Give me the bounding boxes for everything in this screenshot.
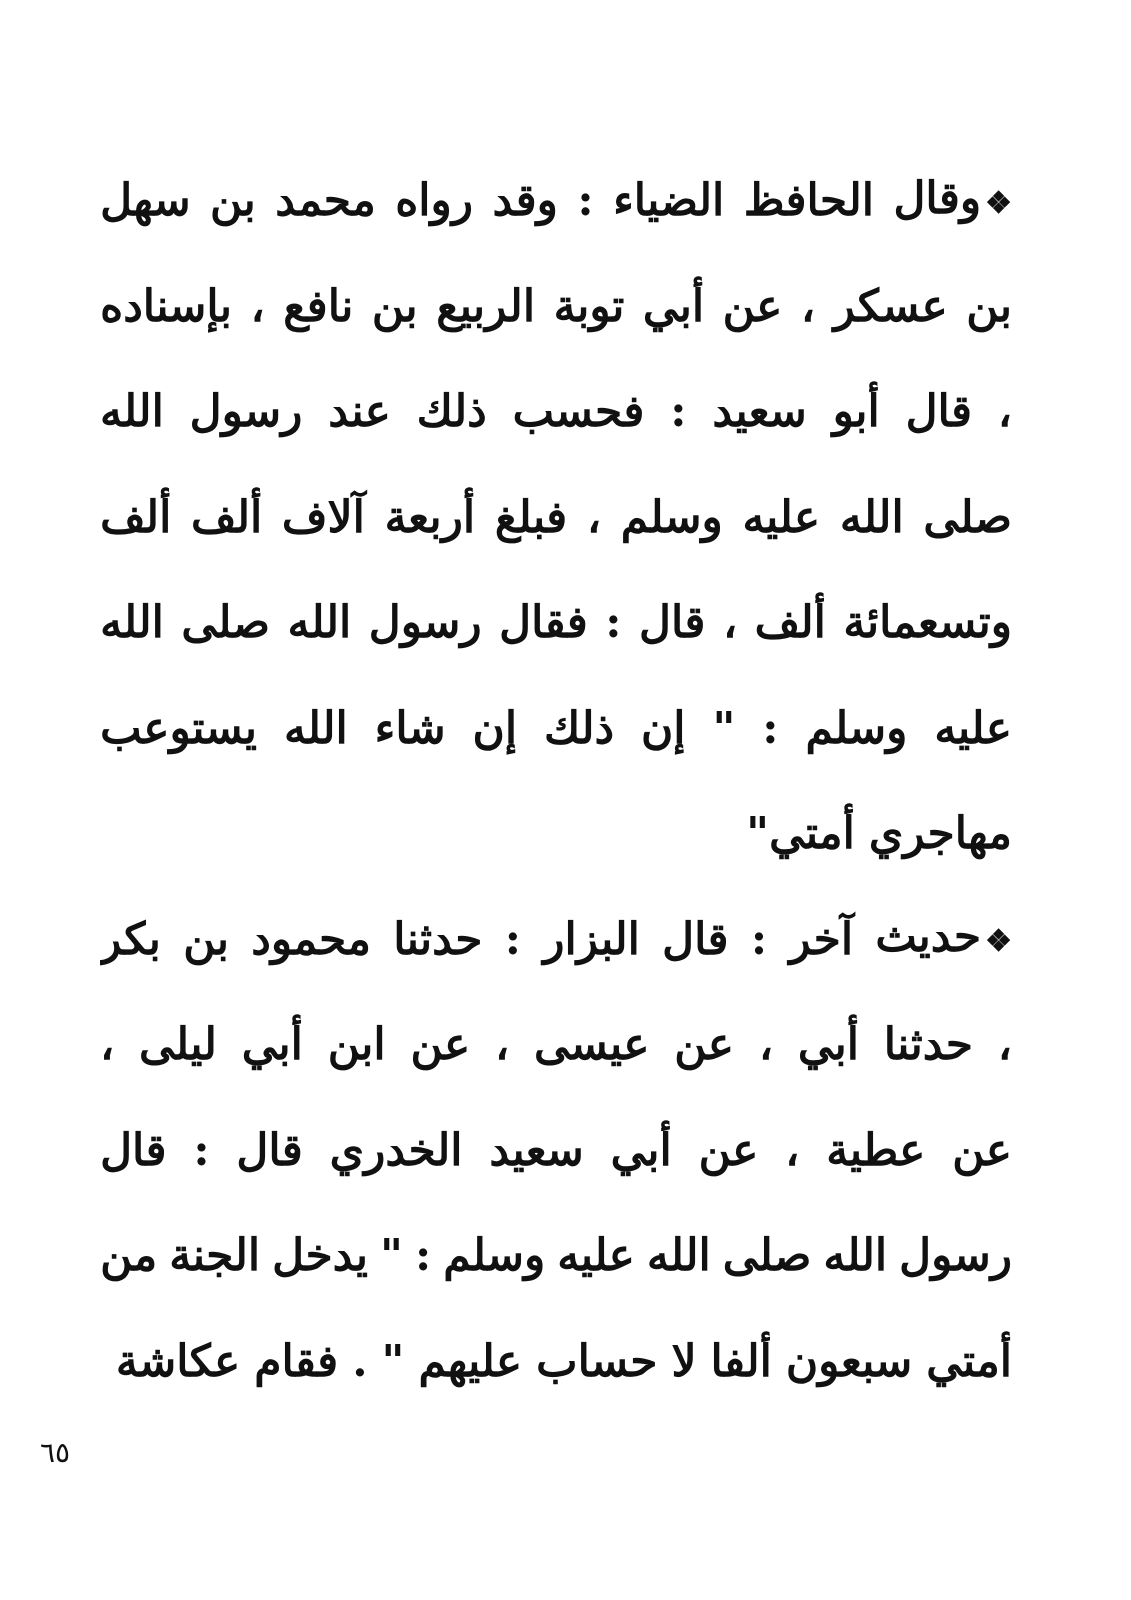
word: شاء [374,702,446,754]
word: بإسناده [100,280,232,332]
word: بكر [100,913,161,965]
word: قال [905,386,972,437]
word: آخر [789,913,854,965]
word: فقال [499,597,588,648]
word: فحسب [512,386,645,437]
word: " [712,702,736,754]
word: : [750,913,768,965]
word: رسول [189,386,303,437]
word: فقام [254,1335,339,1387]
word: سهل [100,175,191,226]
word: وقد [492,175,558,226]
word: عليه [934,702,1012,754]
word: نافع [283,280,354,332]
word: ، [100,1019,115,1070]
word: عليه [557,1230,635,1281]
word: . [352,1335,368,1387]
word: سعيد [489,1124,584,1176]
word: رواه [395,175,474,226]
word: عيسى [534,1019,650,1070]
word: قال [236,1124,303,1176]
word: ابن [327,1019,386,1070]
word: أربعة [384,491,476,543]
word: وتسعمائة [843,597,1012,648]
word: : [577,175,594,226]
word: ذلك [416,386,487,437]
word: : [504,913,521,965]
word: وسلم [620,491,723,543]
word: : [193,1124,210,1176]
word: الله [823,1230,888,1281]
word: عن [722,280,783,332]
word: إن [640,702,686,754]
word: أبي [241,1019,303,1070]
bulleted-word [875,887,1012,993]
word: بن [210,175,256,226]
word: البزار [543,913,640,965]
word: : [670,386,687,437]
word: عن [674,1019,735,1070]
word: أبو [832,386,880,437]
word: الله [100,597,164,648]
word: آلاف [281,491,365,543]
text-line [100,570,1012,676]
word: قال [662,913,729,965]
word: عند [328,386,391,437]
word: الخدري [329,1124,463,1176]
text-line [100,676,1012,782]
word: عن [952,1124,1012,1176]
word: أبي [642,280,705,332]
word: الله [287,597,352,648]
word: بن [371,280,418,332]
word: ، [785,1124,800,1176]
text-line [100,1098,1012,1204]
word: صلى [923,491,1012,543]
word: ، [758,1019,774,1070]
diamond-bullet-icon: ❖ [985,185,1012,221]
word: وقال [893,172,982,224]
word: محمود [251,913,371,965]
word: ، [495,1019,510,1070]
word: الله [283,702,348,754]
word: حساب [536,1335,658,1387]
word: عسكر [833,280,948,332]
text-line [100,1203,1012,1309]
word: عليهم [418,1335,523,1387]
word: ليلى [139,1019,217,1070]
word: الربيع [436,280,536,332]
word: عليه [742,491,821,543]
word: لا [671,1335,697,1387]
word: أبي [610,1124,672,1176]
word: " [380,1230,403,1281]
word: عطية [826,1124,926,1176]
word: بن [183,913,229,965]
word: رسول [899,1230,1012,1281]
text-line [100,1309,1012,1415]
word: أمتي" [746,808,855,859]
body-text [100,148,1012,1414]
word: إن [472,702,518,754]
word: عن [410,1019,471,1070]
word: حدثنا [393,913,483,965]
text-line [100,148,1012,254]
word: الحافظ [743,175,874,226]
word: الله [100,386,164,437]
text-line [100,887,1012,993]
word: ، [800,280,816,332]
word: ، [586,491,602,543]
word: فبلغ [494,491,568,543]
text-line [100,254,1012,360]
word: محمد [275,175,376,226]
word: ، [997,1019,1012,1070]
word: وسلم [805,702,908,754]
text-line [100,465,1012,571]
word: عكاشة [115,1335,241,1387]
word: صلى [181,597,270,648]
text-line [100,781,1012,887]
word: : [605,597,622,648]
word: ألفا [710,1335,772,1387]
word: الله [839,491,904,543]
page-number: ٦٥ [40,1436,71,1469]
word: الضياء [613,175,725,226]
word: ألف [191,491,263,543]
word: عن [698,1124,759,1176]
word: : [414,1230,432,1281]
word: سبعون [785,1335,913,1387]
diamond-bullet-icon: ❖ [985,924,1012,959]
bulleted-word [893,148,1012,254]
word: ، [997,386,1012,437]
word: الجنة [169,1230,261,1281]
word: أبي [797,1019,859,1070]
word: ذلك [543,702,615,754]
text-line [100,992,1012,1098]
word: رسول [368,597,482,648]
word: : [762,702,779,754]
word: أمتي [926,1335,1012,1387]
word: " [381,1335,405,1387]
word: ألف [754,597,826,648]
word: مهاجري [868,808,1012,859]
word: وسلم [443,1230,546,1281]
word: بن [966,280,1012,332]
text-line [100,359,1012,465]
word: حدثنا [883,1019,973,1070]
word: صلى [722,1230,812,1281]
word: ألف [100,491,172,543]
word: ، [722,597,738,648]
word: يستوعب [100,702,258,754]
word: حديث [875,911,982,962]
word: من [100,1230,158,1281]
word: قال [639,597,706,648]
word: توبة [553,280,625,332]
word: الله [646,1230,711,1281]
word: يدخل [272,1230,368,1281]
word: ، [250,280,265,332]
word: قال [100,1124,167,1176]
word: سعيد [712,386,807,437]
